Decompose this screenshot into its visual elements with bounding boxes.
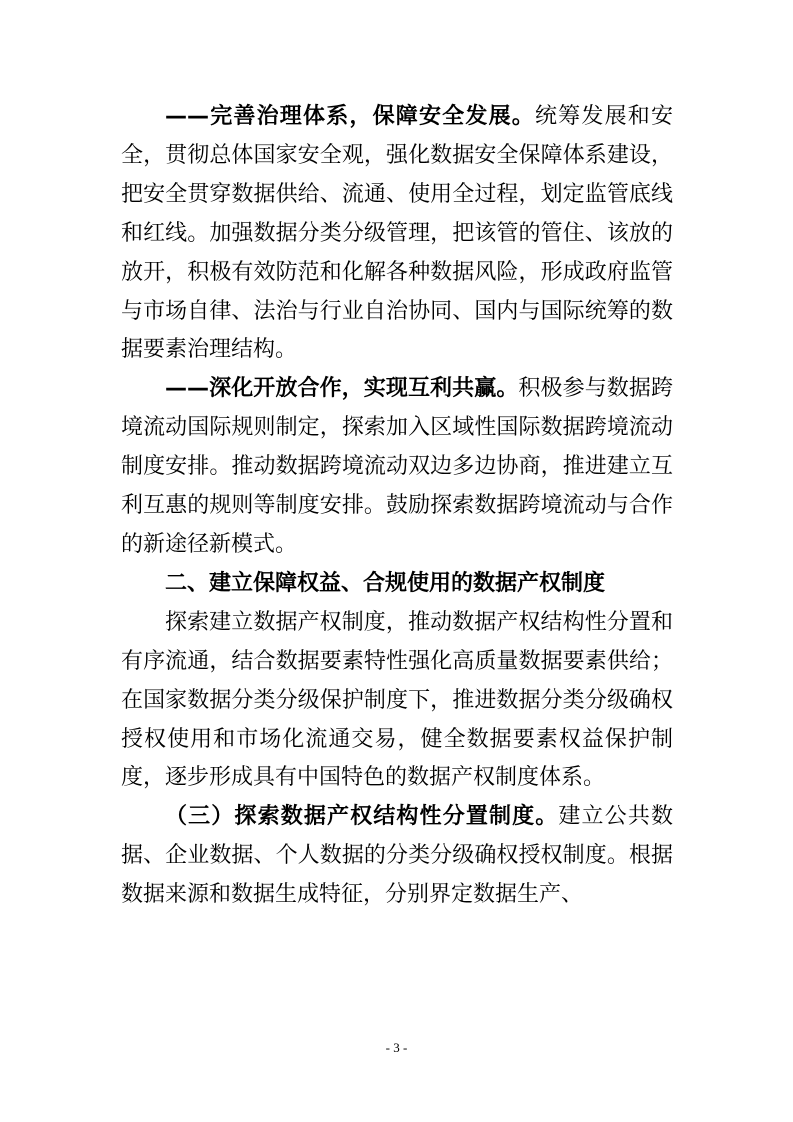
subsection-body: 建立公共数据、企业数据、个人数据的分类分级确权授权制度。根据数据来源和数据生成特征，分别界定数据生产、 — [121, 804, 673, 908]
paragraph-lead: ——完善治理体系，保障安全发展。 — [165, 104, 535, 129]
subsection-paragraph — [121, 798, 673, 915]
body-text — [121, 98, 673, 915]
page-number: - 3 - — [385, 1040, 408, 1055]
paragraph-body: 统筹发展和安全，贯彻总体国家安全观，强化数据安全保障体系建设，把安全贯穿数据供给、流通、使用全过程，划定监管底线和红线。加强数据分类分级管理，把该管的管住、该放的放开，积极有效防范和化解各种数据风险，形成政府监管与市场自律、法治与行业自治协同、国内与国际统筹的数据要素治理结构。 — [121, 104, 673, 363]
section-body: 探索建立数据产权制度，推动数据产权结构性分置和有序流通，结合数据要素特性强化高质量数据要素供给；在国家数据分类分级保护制度下，推进数据分类分级确权授权使用和市场化流通交易，健全数据要素权益保护制度，逐步形成具有中国特色的数据产权制度体系。 — [121, 609, 673, 791]
paragraph-body: 积极参与数据跨境流动国际规则制定，探索加入区域性国际数据跨境流动制度安排。推动数据跨境流动双边多边协商，推进建立互利互惠的规则等制度安排。鼓励探索数据跨境流动与合作的新途径新模式。 — [121, 376, 673, 557]
section-heading: 二、建立保障权益、合规使用的数据产权制度 — [165, 570, 606, 596]
paragraph-governance — [121, 98, 673, 370]
paragraph-cooperation — [121, 370, 673, 565]
paragraph-lead: ——深化开放合作，实现互利共赢。 — [165, 376, 519, 402]
subsection-lead: （三）探索数据产权结构性分置制度。 — [165, 804, 559, 830]
